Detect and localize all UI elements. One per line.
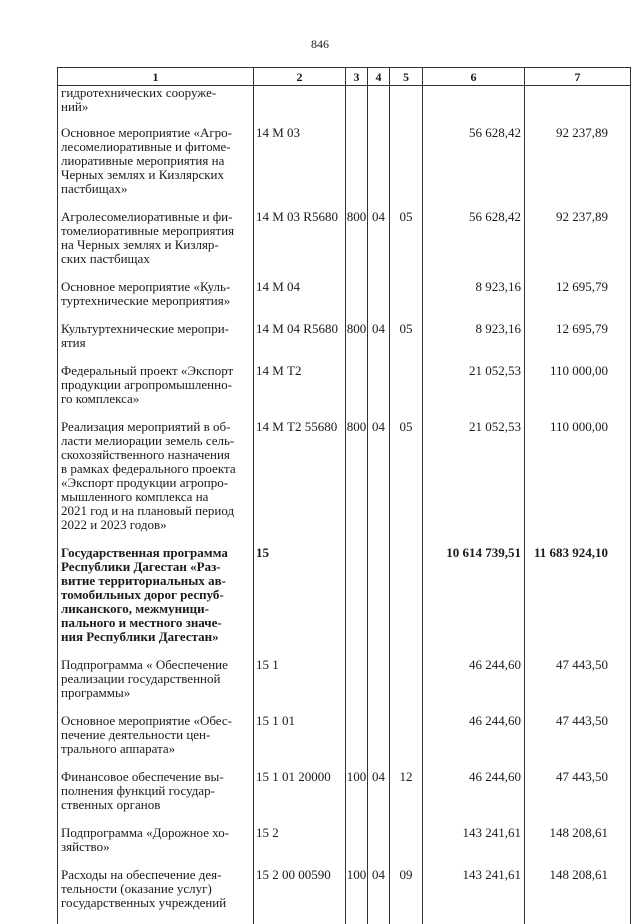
row-col4-cell: 04: [368, 322, 390, 364]
col-header-7: 7: [525, 68, 631, 86]
row-name-cell: Подпрограмма « Обеспечение реализации государственной программы»: [58, 658, 254, 714]
row-col5-cell: [390, 280, 423, 322]
row-code-cell: 15 2: [254, 826, 346, 868]
row-value-2021-cell: 21 052,53: [423, 420, 525, 546]
row-value-2022-cell: 11 683 924,10: [525, 546, 631, 658]
row-col5-cell: 05: [390, 420, 423, 546]
row-value-2022-cell: [525, 86, 631, 127]
row-name-cell: Подпрограмма «Дорожное хо- зяйство»: [58, 826, 254, 868]
col-header-6: 6: [423, 68, 525, 86]
row-col5-cell: 09: [390, 868, 423, 924]
row-col4-cell: [368, 546, 390, 658]
row-value-2022-cell: 12 695,79: [525, 322, 631, 364]
row-col4-cell: [368, 826, 390, 868]
row-value-2022-cell: 148 208,61: [525, 868, 631, 924]
row-value-2021-cell: 46 244,60: [423, 770, 525, 826]
col-header-3: 3: [346, 68, 368, 86]
row-col3-cell: [346, 658, 368, 714]
col-header-5: 5: [390, 68, 423, 86]
row-col3-cell: [346, 126, 368, 210]
col-header-1: 1: [58, 68, 254, 86]
row-name-cell: гидротехнических сооруже- ний»: [58, 86, 254, 127]
table-row: [58, 126, 631, 210]
row-name-cell: Основное мероприятие «Агро- лесомелиоративные и фитоме- лиоративные мероприятия на Черных землях и Кизлярских пастбищах»: [58, 126, 254, 210]
row-code-cell: 14 М Т2: [254, 364, 346, 420]
row-value-2021-cell: 143 241,61: [423, 826, 525, 868]
row-col5-cell: 05: [390, 322, 423, 364]
row-value-2021-cell: 21 052,53: [423, 364, 525, 420]
col-header-2: 2: [254, 68, 346, 86]
row-value-2021-cell: 8 923,16: [423, 280, 525, 322]
row-value-2021-cell: 56 628,42: [423, 126, 525, 210]
row-col4-cell: 04: [368, 770, 390, 826]
table-row: [58, 364, 631, 420]
row-name-cell: Реализация мероприятий в об- ласти мелиорации земель сель- скохозяйственного назначения в рамках федерального проекта «Экспорт продукции агропро- мышленного комплекса на 2021 год и на плановый период 2022 и 2023 годов»: [58, 420, 254, 546]
row-col3-cell: 800: [346, 210, 368, 280]
row-code-cell: 15: [254, 546, 346, 658]
row-col3-cell: 800: [346, 420, 368, 546]
row-value-2021-cell: 46 244,60: [423, 658, 525, 714]
row-col3-cell: 800: [346, 322, 368, 364]
row-code-cell: 15 1: [254, 658, 346, 714]
row-value-2022-cell: 47 443,50: [525, 658, 631, 714]
row-code-cell: 15 1 01: [254, 714, 346, 770]
row-value-2021-cell: 10 614 739,51: [423, 546, 525, 658]
row-code-cell: 14 М 03 R5680: [254, 210, 346, 280]
row-col5-cell: [390, 126, 423, 210]
row-col3-cell: [346, 364, 368, 420]
table-row: [58, 420, 631, 546]
row-col5-cell: [390, 546, 423, 658]
row-col5-cell: 05: [390, 210, 423, 280]
row-value-2022-cell: 47 443,50: [525, 714, 631, 770]
row-col4-cell: 04: [368, 210, 390, 280]
row-col3-cell: 100: [346, 770, 368, 826]
row-col4-cell: [368, 280, 390, 322]
row-code-cell: 14 М 04 R5680: [254, 322, 346, 364]
row-code-cell: 14 М 03: [254, 126, 346, 210]
row-value-2022-cell: 47 443,50: [525, 770, 631, 826]
row-code-cell: 15 2 00 00590: [254, 868, 346, 924]
row-name-cell: Агролесомелиоративные и фи- томелиоративные мероприятия на Черных землях и Кизляр- ских пастбищах: [58, 210, 254, 280]
row-name-cell: Государственная программа Республики Дагестан «Раз- витие территориальных ав- томобильных дорог респуб- ликанского, межмуници- пального и местного значе- ния Республики Дагестан»: [58, 546, 254, 658]
row-value-2022-cell: 92 237,89: [525, 126, 631, 210]
table-row: [58, 770, 631, 826]
row-name-cell: Финансовое обеспечение вы- полнения функций государ- ственных органов: [58, 770, 254, 826]
row-col4-cell: [368, 658, 390, 714]
table-row: [58, 322, 631, 364]
row-value-2022-cell: 110 000,00: [525, 364, 631, 420]
table-row: [58, 714, 631, 770]
row-value-2021-cell: 8 923,16: [423, 322, 525, 364]
row-col4-cell: 04: [368, 868, 390, 924]
col-header-4: 4: [368, 68, 390, 86]
row-col5-cell: 12: [390, 770, 423, 826]
budget-table: [57, 67, 631, 924]
row-code-cell: 14 М 04: [254, 280, 346, 322]
row-name-cell: Основное мероприятие «Куль- туртехнические мероприятия»: [58, 280, 254, 322]
table-row: [58, 868, 631, 924]
table-row: [58, 210, 631, 280]
row-col3-cell: [346, 280, 368, 322]
row-col3-cell: [346, 546, 368, 658]
row-col3-cell: [346, 86, 368, 127]
row-col4-cell: [368, 364, 390, 420]
row-col4-cell: [368, 714, 390, 770]
row-value-2022-cell: 110 000,00: [525, 420, 631, 546]
row-col5-cell: [390, 86, 423, 127]
row-name-cell: Культуртехнические меропри- ятия: [58, 322, 254, 364]
row-value-2021-cell: 56 628,42: [423, 210, 525, 280]
table-row: [58, 546, 631, 658]
row-col3-cell: [346, 714, 368, 770]
row-col5-cell: [390, 826, 423, 868]
row-col5-cell: [390, 714, 423, 770]
row-code-cell: [254, 86, 346, 127]
table-row: [58, 280, 631, 322]
row-value-2022-cell: 148 208,61: [525, 826, 631, 868]
row-code-cell: 14 М Т2 55680: [254, 420, 346, 546]
row-value-2021-cell: 46 244,60: [423, 714, 525, 770]
row-col3-cell: [346, 826, 368, 868]
row-name-cell: Расходы на обеспечение дея- тельности (оказание услуг) государственных учреждений: [58, 868, 254, 924]
table-row: [58, 86, 631, 127]
row-col4-cell: [368, 126, 390, 210]
row-name-cell: Федеральный проект «Экспорт продукции агропромышленно- го комплекса»: [58, 364, 254, 420]
table-row: [58, 658, 631, 714]
page-number: 846: [311, 37, 329, 51]
row-value-2022-cell: 92 237,89: [525, 210, 631, 280]
row-name-cell: Основное мероприятие «Обес- печение деятельности цен- трального аппарата»: [58, 714, 254, 770]
row-col4-cell: [368, 86, 390, 127]
row-value-2022-cell: 12 695,79: [525, 280, 631, 322]
table-row: [58, 826, 631, 868]
row-col3-cell: 100: [346, 868, 368, 924]
row-value-2021-cell: [423, 86, 525, 127]
row-code-cell: 15 1 01 20000: [254, 770, 346, 826]
header-row: [58, 68, 631, 86]
row-col4-cell: 04: [368, 420, 390, 546]
row-value-2021-cell: 143 241,61: [423, 868, 525, 924]
row-col5-cell: [390, 658, 423, 714]
row-col5-cell: [390, 364, 423, 420]
